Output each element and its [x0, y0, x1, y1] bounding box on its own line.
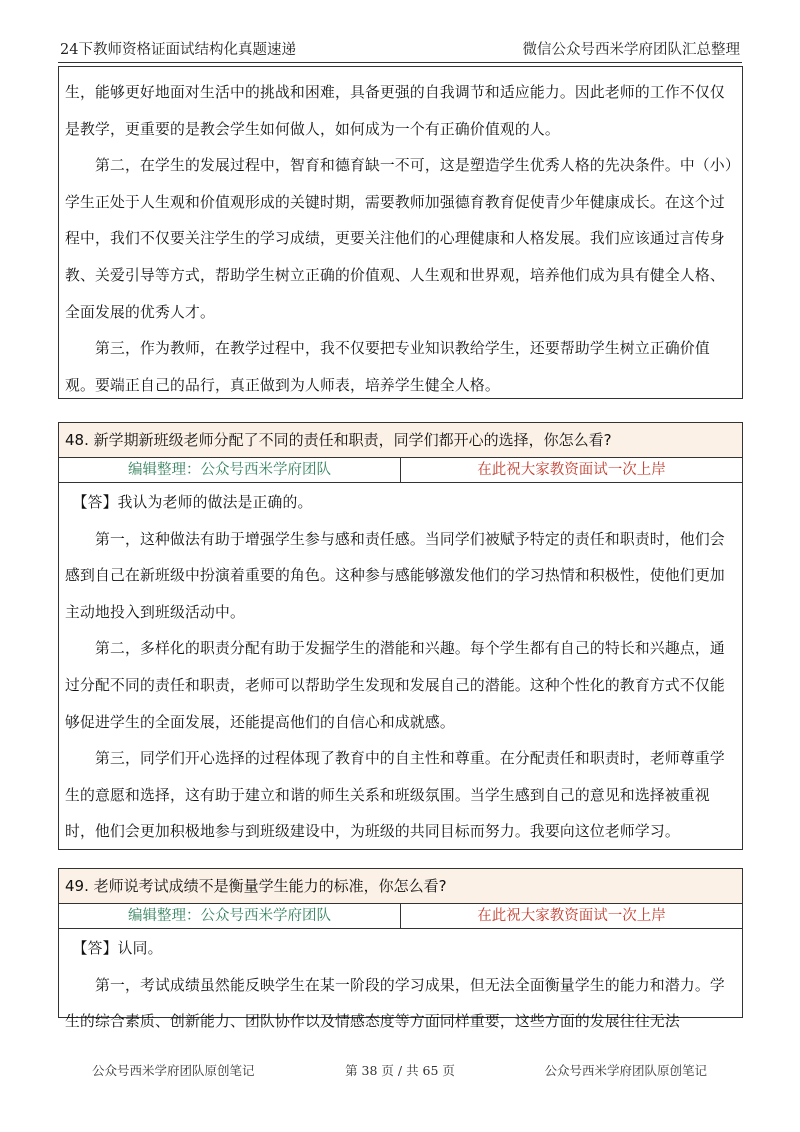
paragraph: 【答】我认为老师的做法是正确的。: [65, 494, 313, 511]
paragraph: 第一，考试成绩虽然能反映学生在某一阶段的学习成果，但无法全面衡量学生的能力和潜力。学生的综合素质、创新能力、团队协作以及情感态度等方面同样重要，这些方面的发展往往无法: [65, 976, 725, 1031]
credit-editor: 编辑整理：公众号西米学府团队: [59, 904, 401, 928]
paragraph: 第二，在学生的发展过程中，智育和德育缺一不可，这是塑造学生优秀人格的先决条件。中（小）学生正处于人生观和价值观形成的关键时期，需要教师加强德育教育促使青少年健康成长。在这个过程中，我们不仅要关注学生的学习成绩，更要关注他们的心理健康和人格发展。我们应该通过言传身教、关爱引导等方式，帮助学生树立正确的价值观、人生观和世界观，培养他们成为具有健全人格、全面发展的优秀人才。: [65, 157, 733, 321]
credit-wish: 在此祝大家教资面试一次上岸: [477, 462, 666, 478]
credit-wish: 在此祝大家教资面试一次上岸: [477, 908, 666, 924]
paragraph: 第一，这种做法有助于增强学生参与感和责任感。当同学们被赋予特定的责任和职责时，他们会感到自己在新班级中扮演着重要的角色。这种参与感能够激发他们的学习热情和积极性，使他们更加主动地投入到班级活动中。: [65, 530, 725, 621]
continued-answer-box: [58, 66, 743, 399]
question-title: 49. 老师说考试成绩不是衡量学生能力的标准，你怎么看?: [59, 869, 742, 904]
answer-body: [59, 483, 742, 851]
paragraph: 【答】认同。: [65, 940, 163, 957]
paragraph: 第三，同学们开心选择的过程体现了教育中的自主性和尊重。在分配责任和职责时，老师尊重学生的意愿和选择，这有助于建立和谐的师生关系和班级氛围。当学生感到自己的意见和选择被重视时，他们会更加积极地参与到班级建设中，为班级的共同目标而努力。我要向这位老师学习。: [65, 750, 725, 841]
page-footer: [0, 1061, 800, 1081]
paragraph: 第二，多样化的职责分配有助于发掘学生的潜能和兴趣。每个学生都有自己的特长和兴趣点，通过分配不同的责任和职责，老师可以帮助学生发现和发展自己的潜能。这种个性化的教育方式不仅能够促进学生的全面发展，还能提高他们的自信心和成就感。: [65, 640, 725, 731]
footer-right: 公众号西米学府团队原创笔记: [544, 1063, 707, 1078]
footer-left: 公众号西米学府团队原创笔记: [92, 1063, 255, 1078]
header-source: 微信公众号西米学府团队汇总整理: [522, 42, 740, 58]
page-header: [58, 36, 742, 63]
credit-editor: 编辑整理：公众号西米学府团队: [59, 458, 401, 482]
question-49-box: [58, 868, 743, 1031]
header-title: 24下教师资格证面试结构化真题速递: [60, 42, 296, 58]
credit-row: [59, 458, 742, 483]
paragraph: 生，能够更好地面对生活中的挑战和困难，具备更强的自我调节和适应能力。因此老师的工作不仅仅是教学，更重要的是教会学生如何做人，如何成为一个有正确价值观的人。: [65, 84, 725, 138]
paragraph: 第三，作为教师，在教学过程中，我不仅要把专业知识教给学生，还要帮助学生树立正确价值观。要端正自己的品行，真正做到为人师表，培养学生健全人格。: [65, 340, 710, 394]
answer-body: [59, 929, 742, 1041]
question-title: 48. 新学期新班级老师分配了不同的责任和职责，同学们都开心的选择，你怎么看?: [59, 423, 742, 458]
question-48-box: [58, 422, 743, 850]
credit-row: [59, 904, 742, 929]
page-number: 第 38 页 / 共 65 页: [345, 1063, 455, 1078]
